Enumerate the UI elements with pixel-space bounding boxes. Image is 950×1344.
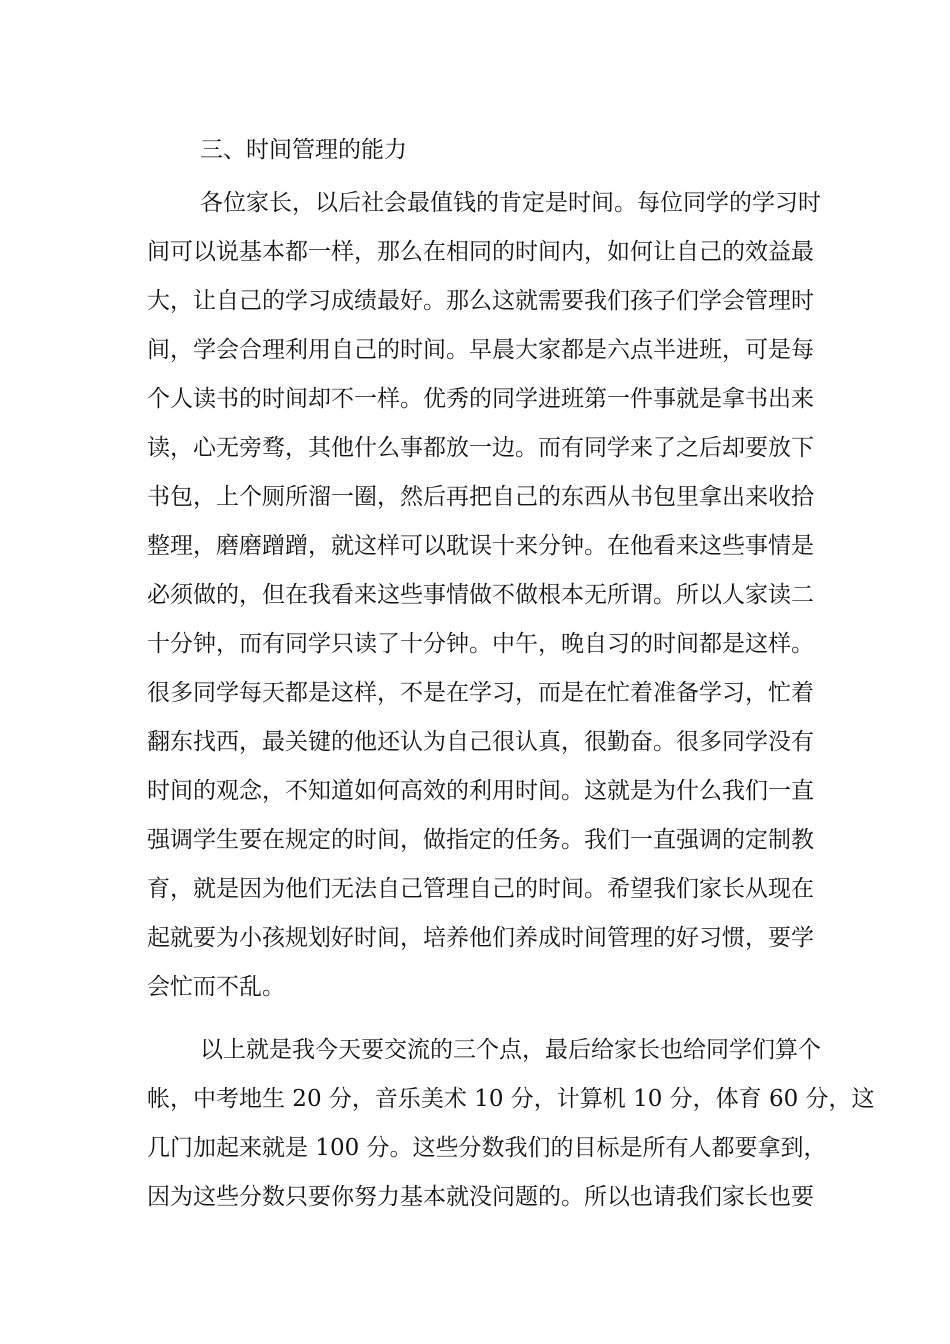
paragraph-2-line: 以上就是我今天要交流的三个点，最后给家长也给同学们算个 <box>200 1037 821 1063</box>
section-heading: 三、时间管理的能力 <box>200 137 407 163</box>
paragraph-1-line: 时间的观念，不知道如何高效的利用时间。这就是为什么我们一直 <box>147 778 814 804</box>
paragraph-1-line: 个人读书的时间却不一样。优秀的同学进班第一件事就是拿书出来 <box>147 386 814 412</box>
paragraph-1-line: 育，就是因为他们无法自己管理自己的时间。希望我们家长从现在 <box>147 876 814 902</box>
paragraph-1-line: 整理，磨磨蹭蹭，就这样可以耽误十来分钟。在他看来这些事情是 <box>147 533 814 559</box>
paragraph-2-line: 帐，中考地生 20 分，音乐美术 10 分，计算机 10 分，体育 60 分，这 <box>147 1086 875 1112</box>
paragraph-1-line: 起就要为小孩规划好时间，培养他们养成时间管理的好习惯，要学 <box>147 925 814 951</box>
paragraph-2-line: 因为这些分数只要你努力基本就没问题的。所以也请我们家长也要 <box>147 1184 814 1210</box>
paragraph-2-line: 几门加起来就是 100 分。这些分数我们的目标是所有人都要拿到， <box>147 1135 827 1161</box>
paragraph-1-line: 书包，上个厕所溜一圈，然后再把自己的东西从书包里拿出来收拾 <box>147 484 814 510</box>
paragraph-1-line: 间可以说基本都一样，那么在相同的时间内，如何让自己的效益最 <box>147 239 814 265</box>
paragraph-1-line: 各位家长，以后社会最值钱的肯定是时间。每位同学的学习时 <box>200 190 821 216</box>
paragraph-1-line: 十分钟，而有同学只读了十分钟。中午，晚自习的时间都是这样。 <box>147 631 814 657</box>
paragraph-1-line: 翻东找西，最关键的他还认为自己很认真，很勤奋。很多同学没有 <box>147 729 814 755</box>
paragraph-1-line: 很多同学每天都是这样，不是在学习，而是在忙着准备学习，忙着 <box>147 680 814 706</box>
paragraph-1-line: 间，学会合理利用自己的时间。早晨大家都是六点半进班，可是每 <box>147 337 814 363</box>
paragraph-1-line: 会忙而不乱。 <box>147 974 285 1000</box>
paragraph-1-line: 读，心无旁骛，其他什么事都放一边。而有同学来了之后却要放下 <box>147 435 814 461</box>
paragraph-1-line: 强调学生要在规定的时间，做指定的任务。我们一直强调的定制教 <box>147 827 814 853</box>
paragraph-1-line: 大，让自己的学习成绩最好。那么这就需要我们孩子们学会管理时 <box>147 288 814 314</box>
paragraph-1-line: 必须做的，但在我看来这些事情做不做根本无所谓。所以人家读二 <box>147 582 814 608</box>
